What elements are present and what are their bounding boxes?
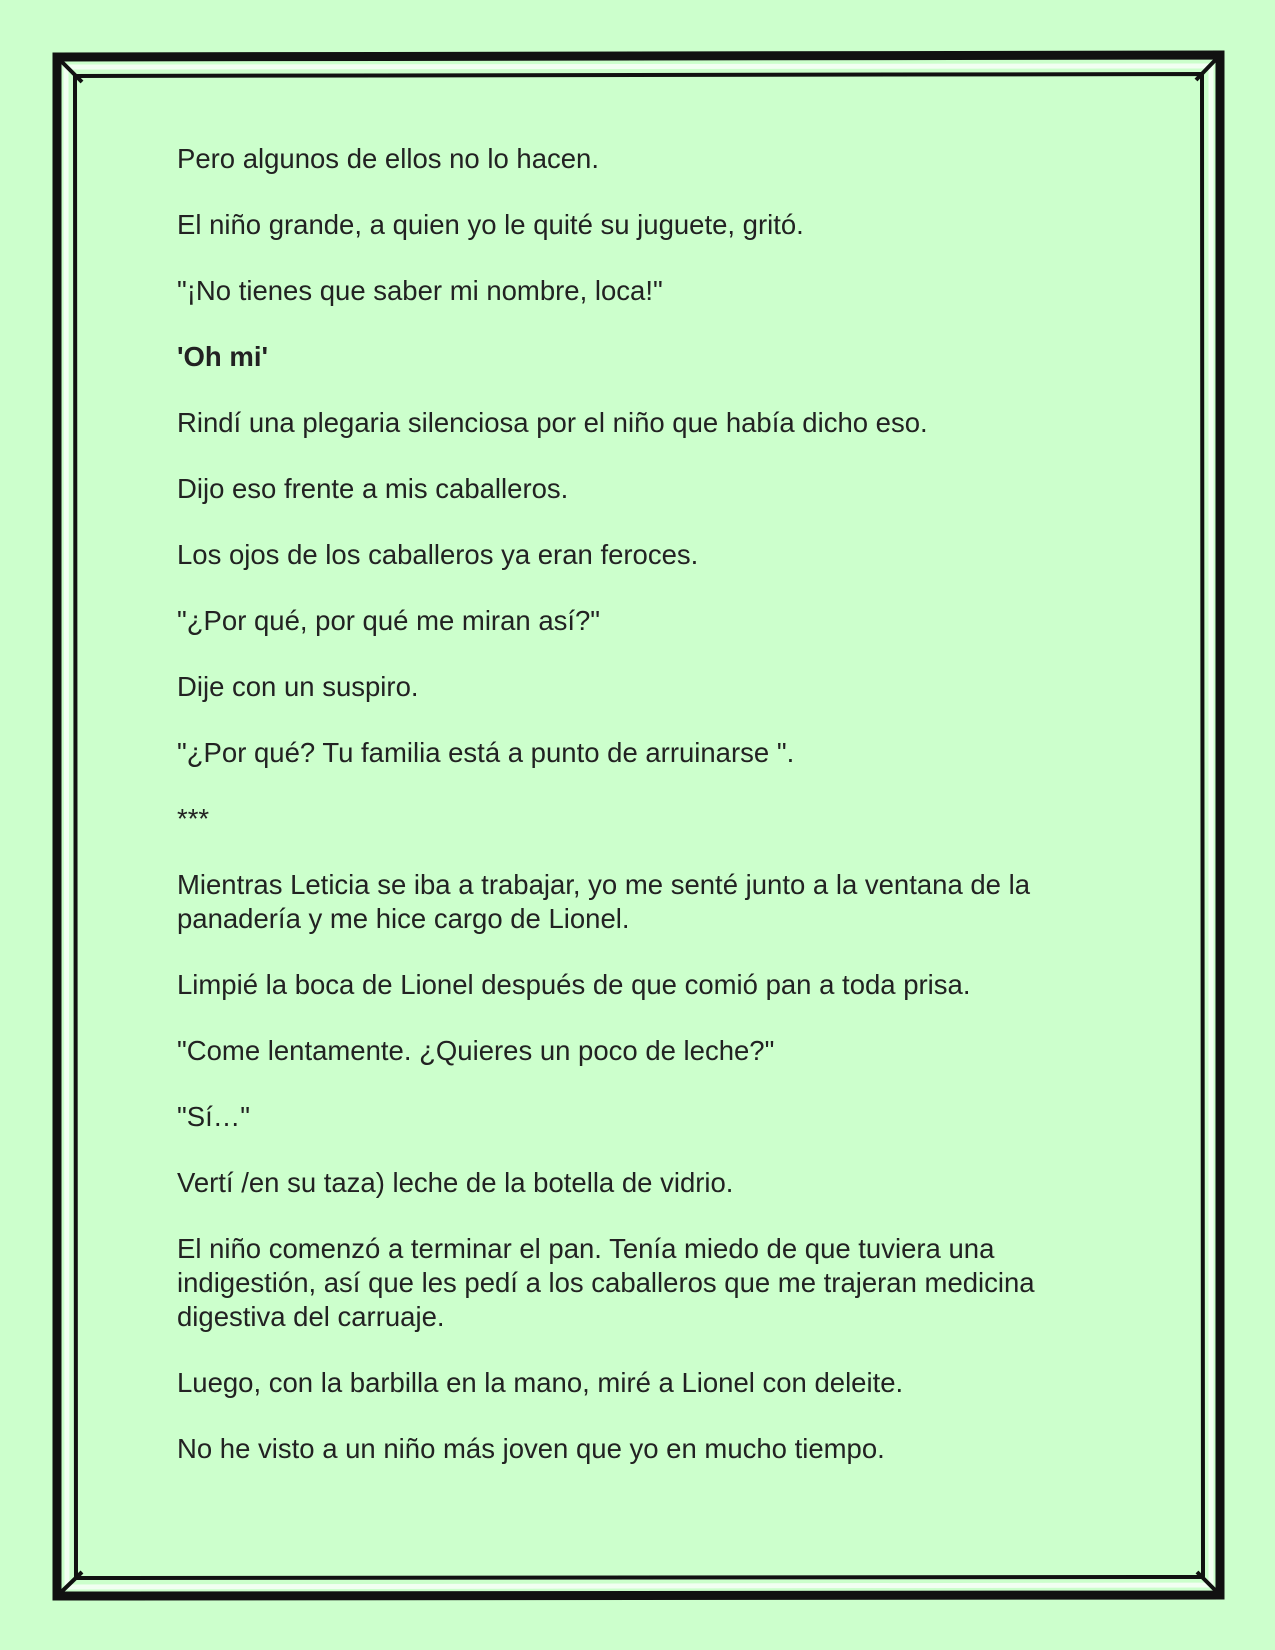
paragraph: "¿Por qué? Tu familia está a punto de arruinarse ".: [177, 737, 795, 768]
paragraph: El niño comenzó a terminar el pan. Tenía miedo de que tuviera una indigestión, así que les pedí a los caballeros que me trajeran medicina digestiva del carruaje.: [177, 1233, 1035, 1332]
paragraph: No he visto a un niño más joven que yo en mucho tiempo.: [177, 1433, 885, 1464]
paragraph: Luego, con la barbilla en la mano, miré a Lionel con deleite.: [177, 1367, 904, 1398]
paragraph: Limpié la boca de Lionel después de que comió pan a toda prisa.: [177, 969, 971, 1000]
paragraph: "¿Por qué, por qué me miran así?": [177, 605, 601, 636]
paragraph: "Come lentamente. ¿Quieres un poco de leche?": [177, 1035, 775, 1066]
paragraph: "¡No tienes que saber mi nombre, loca!": [177, 275, 663, 306]
paragraph: Vertí /en su taza) leche de la botella de vidrio.: [177, 1167, 734, 1198]
paragraph: Pero algunos de ellos no lo hacen.: [177, 143, 599, 174]
paragraph: Mientras Leticia se iba a trabajar, yo me senté junto a la ventana de la panadería y me hice cargo de Lionel.: [177, 869, 1031, 934]
paragraph: El niño grande, a quien yo le quité su juguete, gritó.: [177, 209, 804, 240]
paragraph: Dije con un suspiro.: [177, 671, 419, 702]
bold-paragraph: 'Oh mi': [177, 341, 268, 372]
paragraph: "Sí…": [177, 1101, 251, 1132]
document-body: [177, 142, 1097, 1498]
paragraph: Dijo eso frente a mis caballeros.: [177, 473, 569, 504]
paragraph: Rindí una plegaria silenciosa por el niño que había dicho eso.: [177, 407, 928, 438]
paragraph: ***: [177, 803, 210, 834]
paragraph: Los ojos de los caballeros ya eran feroces.: [177, 539, 699, 570]
